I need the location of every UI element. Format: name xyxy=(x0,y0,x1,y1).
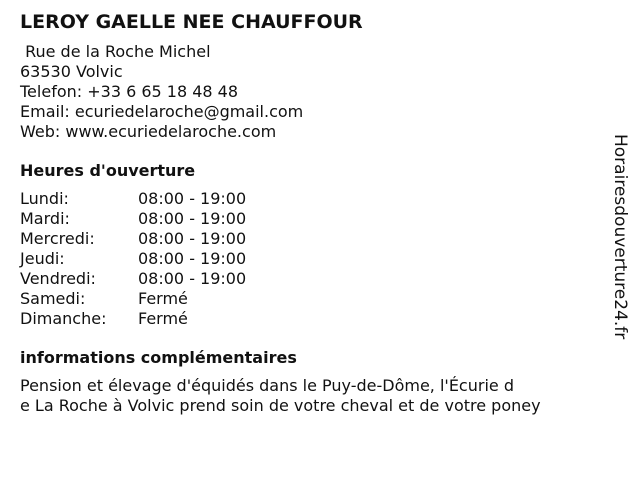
additional-info-line-2: e La Roche à Volvic prend soin de votre cheval et de votre poney xyxy=(20,396,541,415)
hours-row-tuesday xyxy=(20,209,600,229)
hours-row-monday xyxy=(20,189,600,209)
hours-day: Mercredi: xyxy=(20,229,95,248)
additional-info-line-1: Pension et élevage d'équidés dans le Puy-de-Dôme, l'Écurie d xyxy=(20,376,514,395)
hours-time: Fermé xyxy=(138,289,188,308)
business-name: LEROY GAELLE NEE CHAUFFOUR xyxy=(20,11,363,33)
hours-day: Jeudi: xyxy=(20,249,65,268)
hours-time: 08:00 - 19:00 xyxy=(138,269,247,288)
email-line: Email: ecuriedelaroche@gmail.com xyxy=(20,102,304,121)
hours-time: Fermé xyxy=(138,309,188,328)
site-watermark: Horairesdouverture24.fr xyxy=(610,134,630,340)
hours-day: Samedi: xyxy=(20,289,86,308)
hours-day: Dimanche: xyxy=(20,309,107,328)
hours-day: Mardi: xyxy=(20,209,70,228)
hours-time: 08:00 - 19:00 xyxy=(138,249,247,268)
web-line: Web: www.ecuriedelaroche.com xyxy=(20,122,277,141)
hours-time: 08:00 - 19:00 xyxy=(138,229,247,248)
hours-row-saturday xyxy=(20,289,600,309)
hours-day: Lundi: xyxy=(20,189,69,208)
hours-time: 08:00 - 19:00 xyxy=(138,209,247,228)
hours-row-friday xyxy=(20,269,600,289)
hours-day: Vendredi: xyxy=(20,269,96,288)
additional-info-heading: informations complémentaires xyxy=(20,348,297,367)
hours-time: 08:00 - 19:00 xyxy=(138,189,247,208)
phone-line: Telefon: +33 6 65 18 48 48 xyxy=(20,82,239,101)
hours-row-wednesday xyxy=(20,229,600,249)
hours-row-sunday xyxy=(20,309,600,329)
hours-row-thursday xyxy=(20,249,600,269)
business-card xyxy=(20,10,600,416)
address-street: Rue de la Roche Michel xyxy=(20,42,211,61)
opening-hours-heading: Heures d'ouverture xyxy=(20,161,196,180)
address-postal-city: 63530 Volvic xyxy=(20,62,123,81)
